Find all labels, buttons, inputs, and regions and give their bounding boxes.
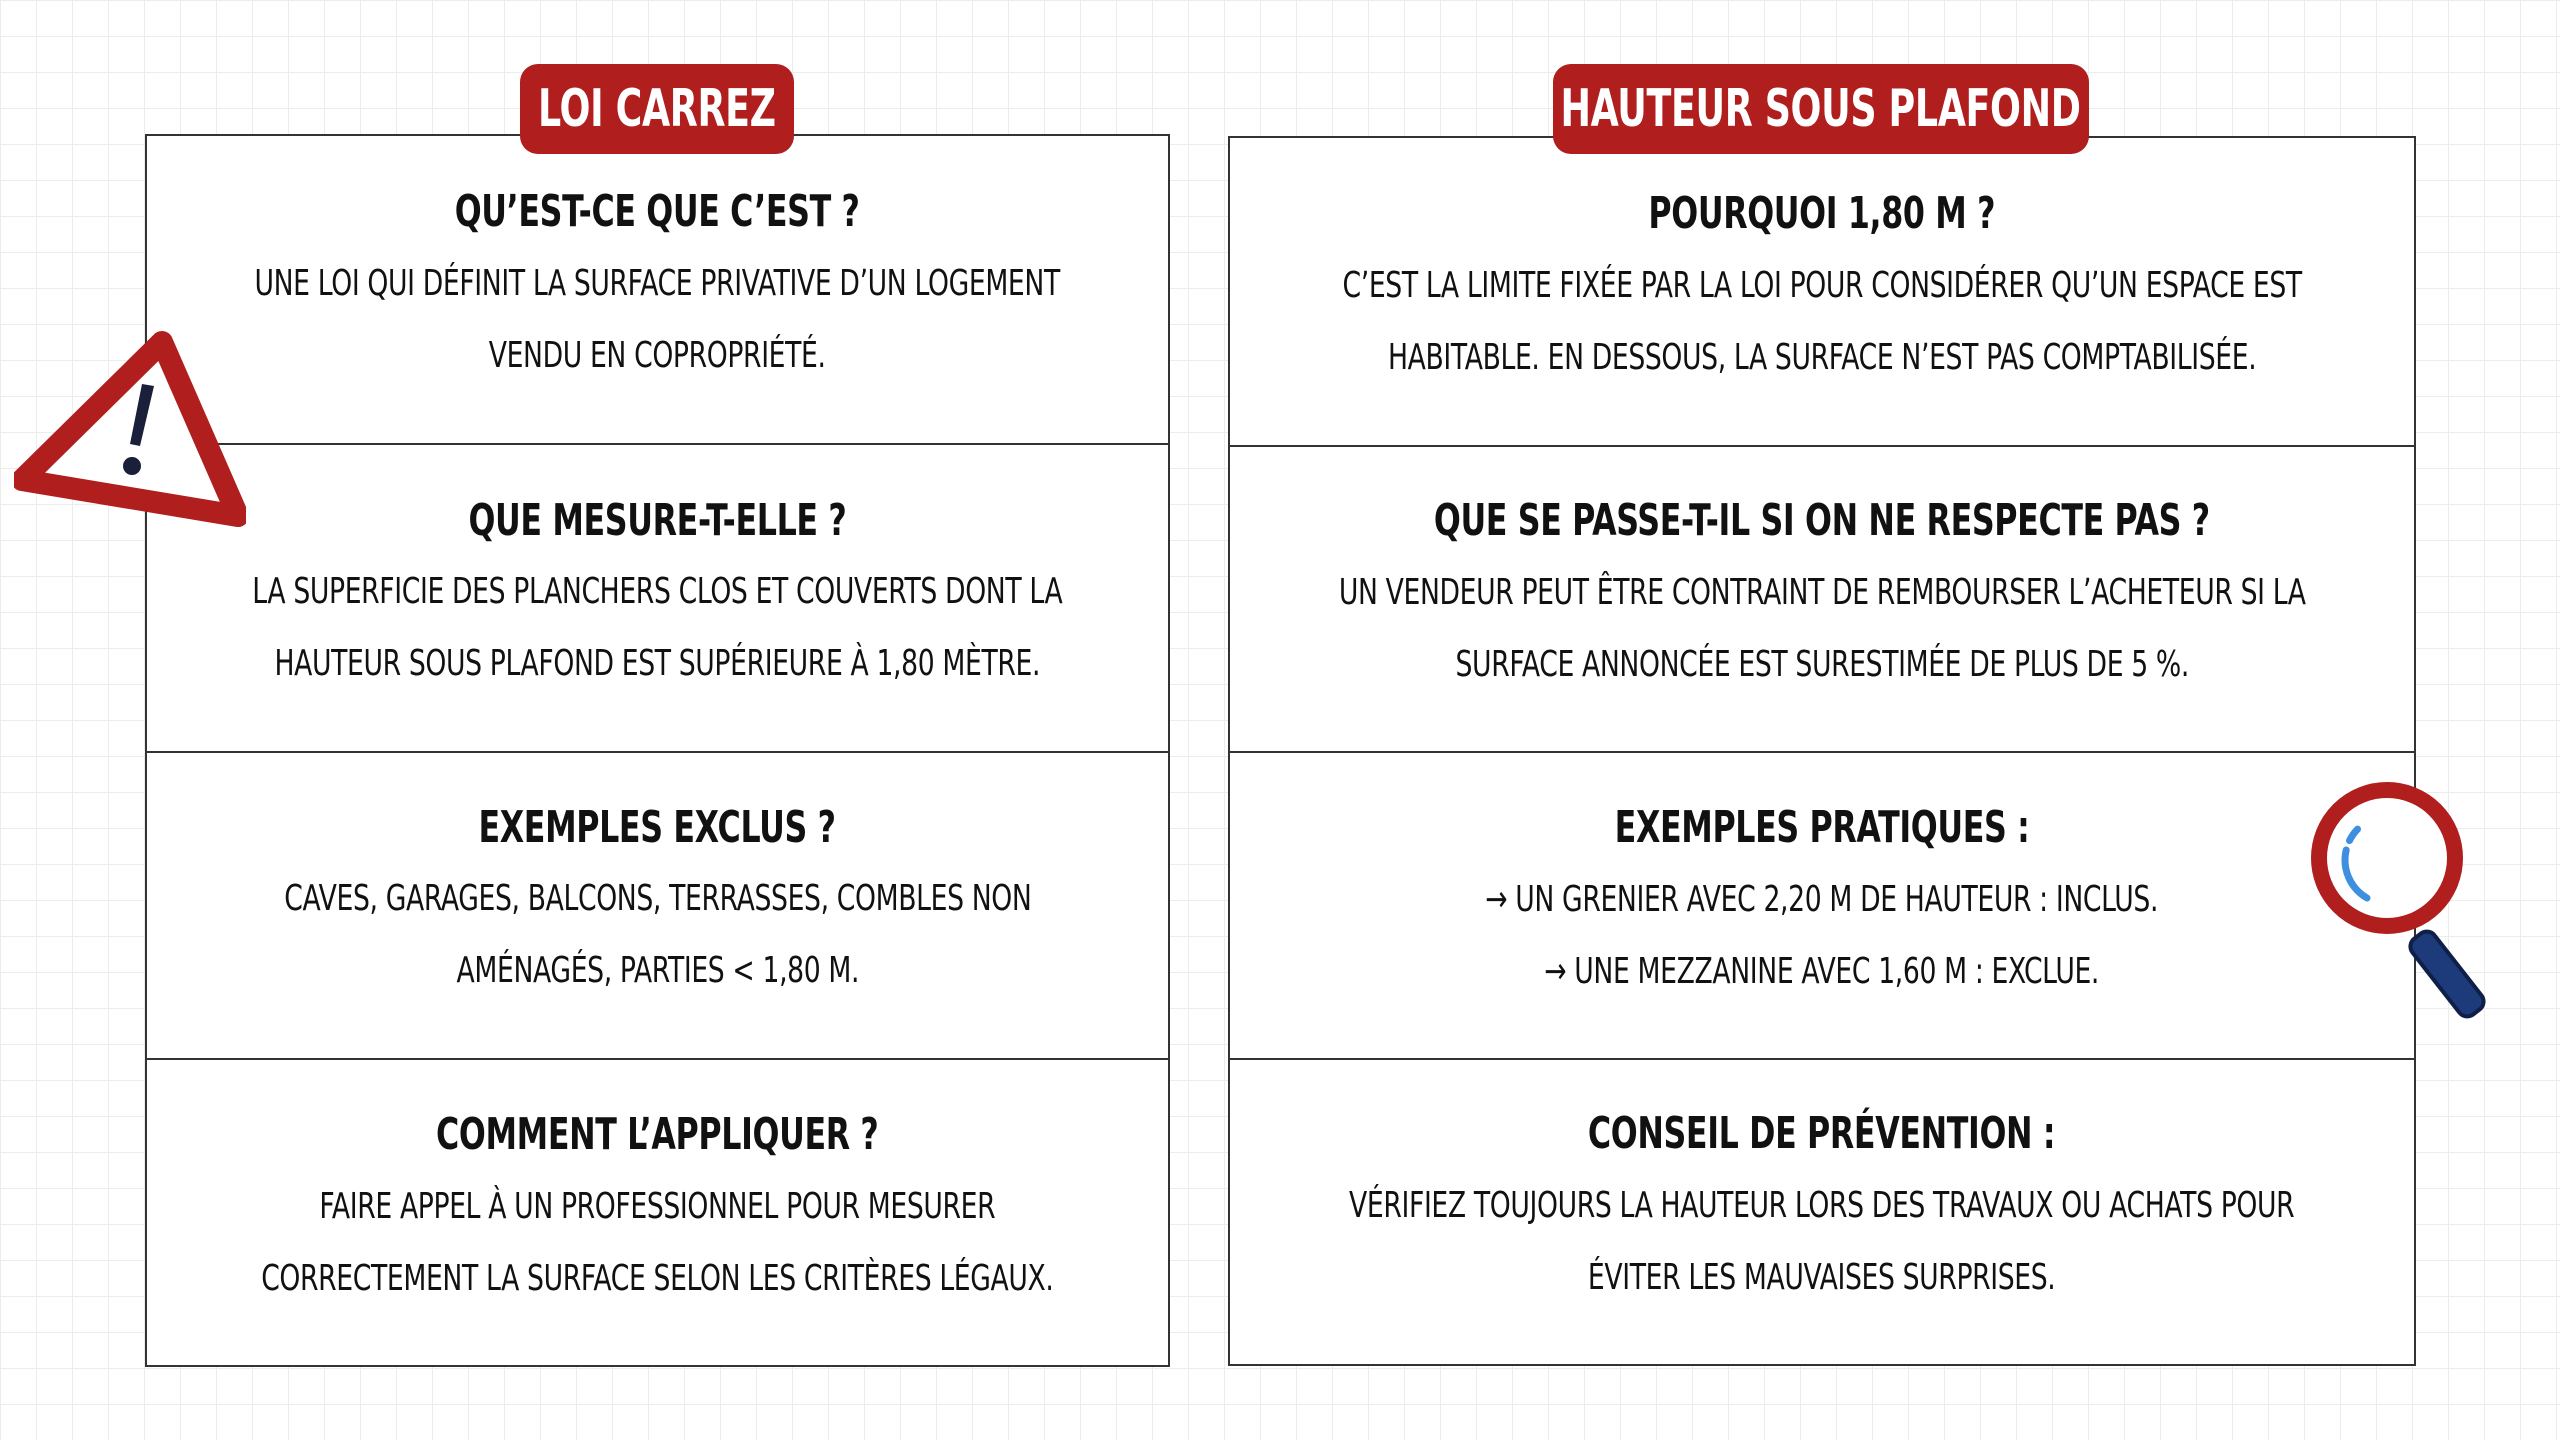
body-line: CAVES, GARAGES, BALCONS, TERRASSES, COMBLES NON	[283, 878, 1032, 920]
section-body	[1339, 557, 2306, 701]
section-body	[253, 556, 1063, 700]
section-examples	[1230, 751, 2414, 1058]
body-line: AMÉNAGÉS, PARTIES < 1,80 M.	[456, 950, 859, 992]
section-body	[1349, 1170, 2294, 1314]
section-excluded	[147, 751, 1168, 1058]
section-title: QU’EST-CE QUE C’EST ?	[455, 186, 860, 238]
body-line: FAIRE APPEL À UN PROFESSIONNEL POUR MESURER	[319, 1185, 996, 1227]
warning-triangle-icon	[14, 328, 246, 528]
hauteur-sous-plafond-card	[1228, 136, 2416, 1366]
section-body	[1486, 864, 2159, 1008]
loi-carrez-card	[145, 134, 1170, 1367]
section-title: COMMENT L’APPLIQUER ?	[436, 1109, 879, 1161]
body-line: HAUTEUR SOUS PLAFOND EST SUPÉRIEURE À 1,80 MÈTRE.	[274, 643, 1041, 685]
section-advice	[1230, 1058, 2414, 1365]
section-body	[255, 248, 1060, 392]
section-body	[284, 863, 1031, 1007]
magnifying-glass-icon	[2305, 776, 2515, 1020]
body-line: VENDU EN COPROPRIÉTÉ.	[489, 334, 826, 376]
body-line: UN VENDEUR PEUT ÊTRE CONTRAINT DE REMBOURSER L’ACHETEUR SI LA	[1338, 572, 2306, 614]
section-why	[1230, 138, 2414, 445]
body-line: → UNE MEZZANINE AVEC 1,60 M : EXCLUE.	[1544, 950, 2100, 992]
section-measure	[147, 443, 1168, 750]
badge-label: LOI CARREZ	[538, 79, 776, 139]
body-line: HABITABLE. EN DESSOUS, LA SURFACE N’EST PAS COMPTABILISÉE.	[1387, 336, 2257, 378]
hauteur-sous-plafond-badge	[1553, 64, 2089, 154]
body-line: CORRECTEMENT LA SURFACE SELON LES CRITÈRES LÉGAUX.	[261, 1257, 1054, 1299]
body-line: C’EST LA LIMITE FIXÉE PAR LA LOI POUR CONSIDÉRER QU’UN ESPACE EST	[1342, 264, 2302, 306]
body-line: UNE LOI QUI DÉFINIT LA SURFACE PRIVATIVE D’UN LOGEMENT	[254, 262, 1061, 304]
body-line: ÉVITER LES MAUVAISES SURPRISES.	[1588, 1257, 2056, 1299]
section-body	[1342, 250, 2301, 394]
section-title: EXEMPLES PRATIQUES :	[1614, 801, 2030, 853]
loi-carrez-badge	[520, 64, 794, 154]
section-title: QUE SE PASSE-T-IL SI ON NE RESPECTE PAS ?	[1434, 495, 2210, 547]
section-apply	[147, 1058, 1168, 1365]
section-title: POURQUOI 1,80 M ?	[1648, 187, 1996, 239]
badge-label: HAUTEUR SOUS PLAFOND	[1560, 79, 2082, 139]
body-line: SURFACE ANNONCÉE EST SURESTIMÉE DE PLUS DE 5 %.	[1455, 644, 2189, 686]
section-title: QUE MESURE-T-ELLE ?	[468, 494, 847, 546]
section-title: CONSEIL DE PRÉVENTION :	[1588, 1108, 2056, 1160]
body-line: LA SUPERFICIE DES PLANCHERS CLOS ET COUVERTS DONT LA	[252, 571, 1063, 613]
section-consequence	[1230, 445, 2414, 752]
section-definition	[147, 136, 1168, 443]
section-title: EXEMPLES EXCLUS ?	[478, 801, 837, 853]
section-body	[261, 1171, 1053, 1315]
body-line: → UN GRENIER AVEC 2,20 M DE HAUTEUR : INCLUS.	[1485, 878, 2159, 920]
body-line: VÉRIFIEZ TOUJOURS LA HAUTEUR LORS DES TRAVAUX OU ACHATS POUR	[1349, 1185, 2295, 1227]
